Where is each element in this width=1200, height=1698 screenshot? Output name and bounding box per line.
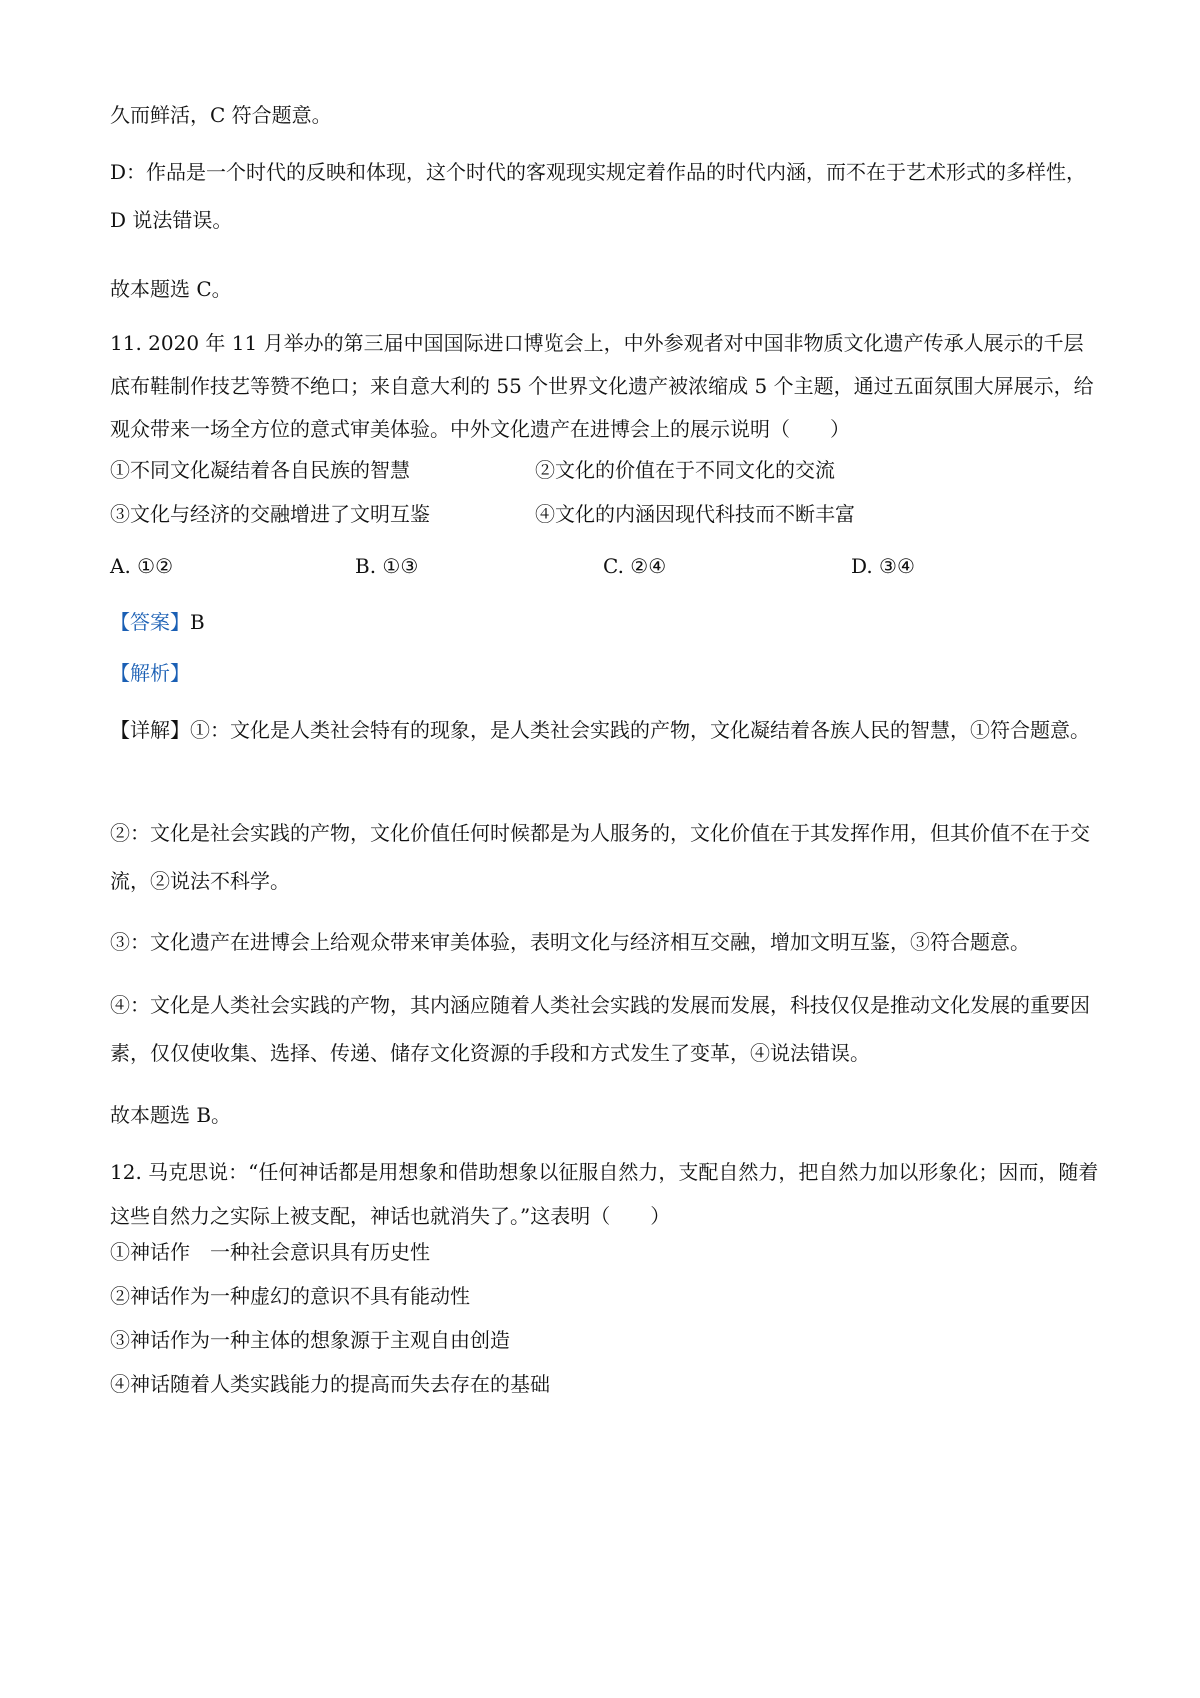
statement-3: ③文化与经济的交融增进了文明互鉴: [110, 502, 430, 526]
statement-2: ②神话作为一种虚幻的意识不具有能动性: [110, 1284, 470, 1308]
question-12-stem: 12. 马克思说：“任何神话都是用想象和借助想象以征服自然力，支配自然力，把自然力加以形象化；因而，随着这些自然力之实际上被支配，神话也就消失了。”这表明（ ）: [110, 1160, 1099, 1228]
detail-2: ②：文化是社会实践的产物，文化价值任何时候都是为人服务的，文化价值在于其发挥作用，但其价值不在于交流，②说法不科学。: [110, 821, 1090, 893]
option-a: A. ①②: [110, 554, 174, 578]
answer-value: B: [190, 610, 205, 634]
conclusion-line: 故本题选 C。: [110, 277, 232, 301]
statement-4: ④神话随着人类实践能力的提高而失去存在的基础: [110, 1372, 550, 1396]
option-d: D. ③④: [851, 554, 915, 578]
statement-1: ①不同文化凝结着各自民族的智慧: [110, 458, 410, 482]
text-line: 久而鲜活，C 符合题意。: [110, 103, 332, 127]
conclusion-line: 故本题选 B。: [110, 1103, 232, 1127]
detail-3: ③：文化遗产在进博会上给观众带来审美体验，表明文化与经济相互交融，增加文明互鉴，③符合题意。: [110, 930, 1030, 954]
option-d-explanation: D：作品是一个时代的反映和体现，这个时代的客观现实规定着作品的时代内涵，而不在于艺术形式的多样性，D 说法错误。: [110, 160, 1087, 232]
statement-2: ②文化的价值在于不同文化的交流: [535, 458, 835, 482]
statement-3: ③神话作为一种主体的想象源于主观自由创造: [110, 1328, 510, 1352]
option-c: C. ②④: [603, 554, 667, 578]
answer-line: [110, 608, 205, 636]
statement-4: ④文化的内涵因现代科技而不断丰富: [535, 502, 855, 526]
statement-1: ①神话作 一种社会意识具有历史性: [110, 1240, 430, 1264]
option-b: B. ①③: [355, 554, 419, 578]
detail-label: 【详解】: [110, 718, 190, 742]
detail-4: ④：文化是人类社会实践的产物，其内涵应随着人类社会实践的发展而发展，科技仅仅是推动文化发展的重要因素，仅仅使收集、选择、传递、储存文化资源的手段和方式发生了变革，④说法错误。: [110, 993, 1090, 1065]
analysis-label: 【解析】: [110, 661, 190, 685]
detail-1: 【详解】①：文化是人类社会特有的现象，是人类社会实践的产物，文化凝结着各族人民的智慧，①符合题意。: [110, 718, 1090, 742]
answer-label: 【答案】: [110, 610, 190, 634]
question-11-stem: 11. 2020 年 11 月举办的第三届中国国际进口博览会上，中外参观者对中国非物质文化遗产传承人展示的千层底布鞋制作技艺等赞不绝口；来自意大利的 55 个世界文化遗产被浓缩成 5 个主题，通过五面氛围大屏展示，给观众带来一场全方位的意式审美体验。中外文化遗产在进博会上的展示说明（ ）: [110, 331, 1094, 441]
